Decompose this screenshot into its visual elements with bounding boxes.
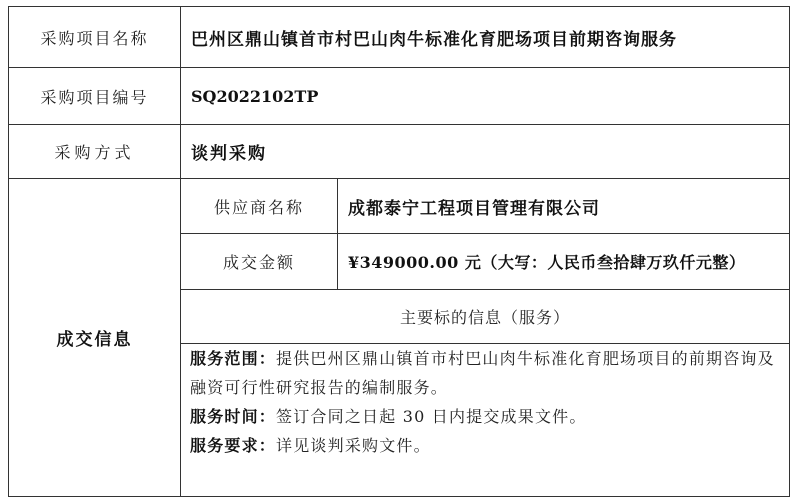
service-scope-text: 提供巴州区鼎山镇首市村巴山肉牛标准化育肥场项目的前期咨询及融资可行性研究报告的编制服务。 — [190, 349, 775, 397]
service-scope — [190, 344, 790, 402]
service-time-key: 服务时间： — [190, 407, 277, 426]
project-number-label: 采购项目编号 — [40, 87, 149, 107]
service-description — [190, 344, 790, 460]
service-time-text: 签订合同之日起 30 日内提交成果文件。 — [276, 407, 587, 426]
procurement-method-label: 采购方式 — [54, 143, 135, 162]
deal-amount-label: 成交金额 — [222, 253, 295, 272]
supplier-name-label: 供应商名称 — [213, 197, 304, 217]
service-scope-key: 服务范围： — [190, 349, 277, 368]
service-requirement-key: 服务要求： — [190, 436, 277, 455]
deal-amount-value: ¥349000.00 元（大写：人民币叁拾肆万玖仟元整） — [348, 253, 746, 272]
service-requirement — [190, 431, 790, 460]
procurement-method-value: 谈判采购 — [191, 144, 267, 164]
service-requirement-text: 详见谈判采购文件。 — [276, 436, 431, 455]
project-name-value: 巴州区鼎山镇首市村巴山肉牛标准化育肥场项目前期咨询服务 — [191, 29, 677, 50]
project-name-label: 采购项目名称 — [40, 28, 149, 48]
service-time — [190, 402, 790, 431]
supplier-name-value: 成都泰宁工程项目管理有限公司 — [348, 198, 600, 219]
deal-info-label: 成交信息 — [56, 330, 133, 350]
project-number-value: SQ2022102TP — [191, 86, 319, 106]
main-info-header: 主要标的信息（服务） — [399, 308, 570, 327]
table-border-bottom — [8, 496, 790, 497]
